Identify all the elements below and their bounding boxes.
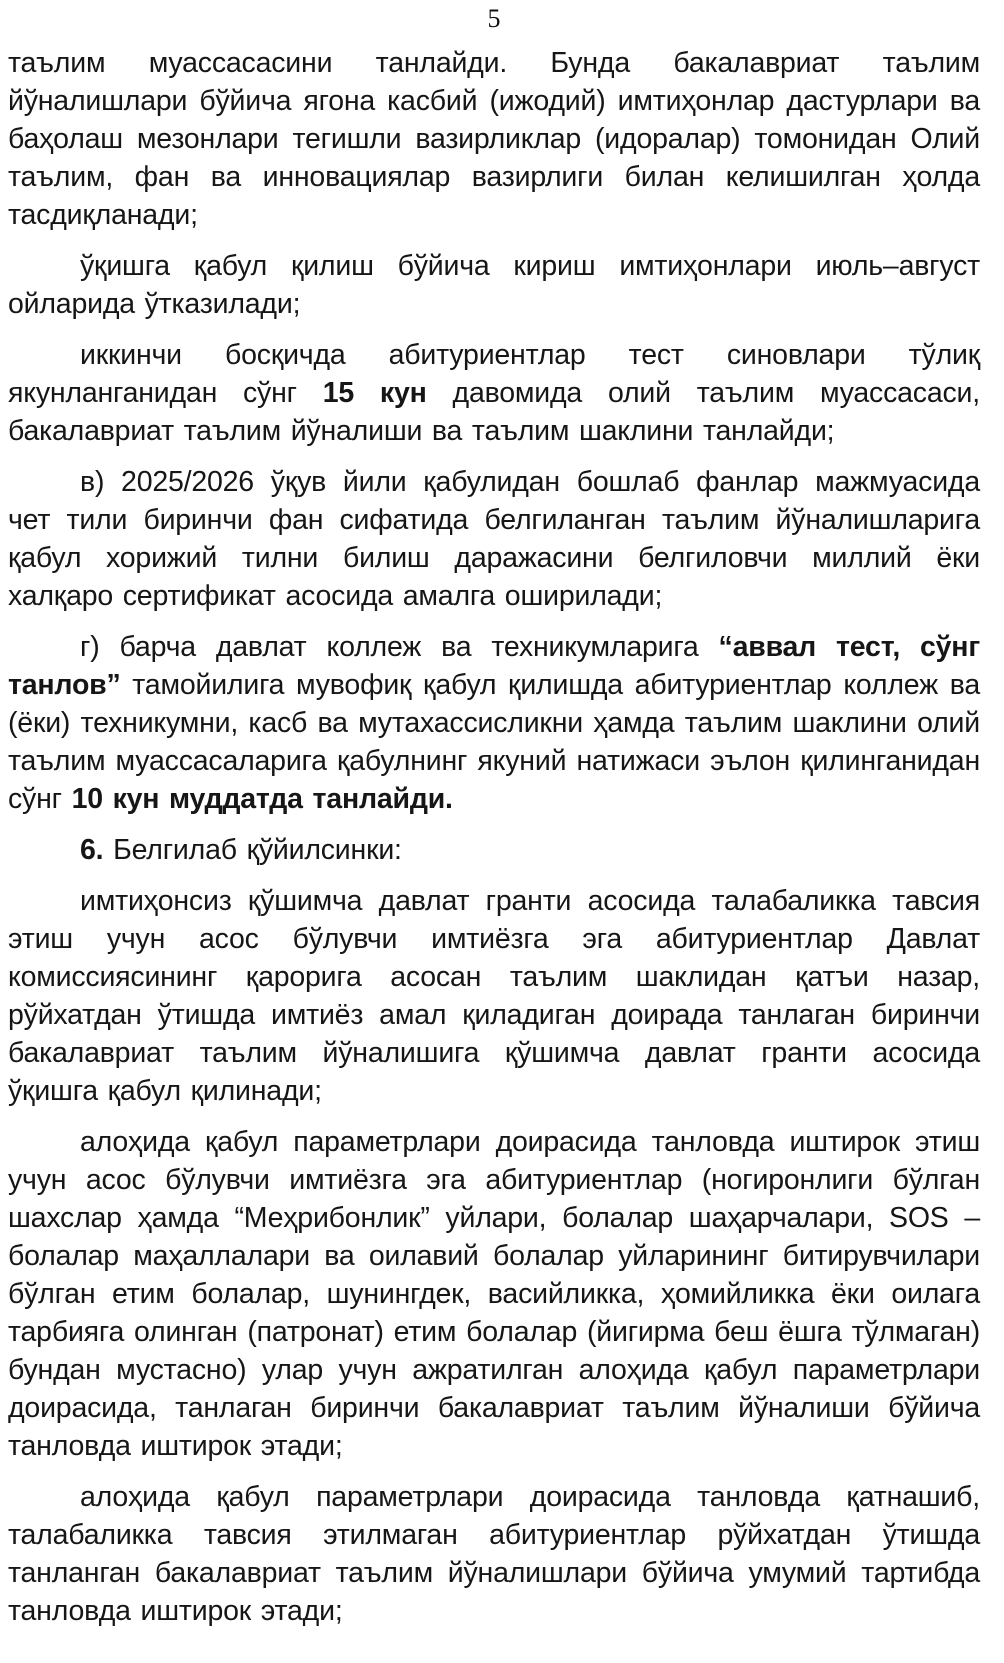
bold-text-run: “аввал тест, сўнг танлов” bbox=[8, 631, 980, 701]
paragraph-4 bbox=[8, 463, 980, 615]
bold-text-run: 10 кун муддатда танлайди. bbox=[71, 783, 453, 815]
paragraph-1 bbox=[8, 44, 980, 234]
text-run: ўқишга қабул қилиш бўйича кириш имтиҳонлари июль–август ойларида ўтказилади; bbox=[8, 250, 980, 320]
page-number: 5 bbox=[487, 4, 501, 33]
paragraph-7 bbox=[8, 882, 980, 1110]
text-run: тамойилига мувофиқ қабул қилишда абитуриентлар коллеж ва (ёки) техникумни, касб ва мутахассисликни ҳамда таълим шаклини олий таълим муассасаларига қабулнинг якуний натижаси эълон қилинганидан сўнг bbox=[8, 669, 980, 815]
paragraph-6 bbox=[8, 831, 980, 869]
text-run: алоҳида қабул параметрлари доирасида танловда иштирок этиш учун асос бўлувчи имтиёзга эга абитуриентлар (ногиронлиги бўлган шахслар ҳамда “Меҳрибонлик” уйлари, болалар шаҳарчалари, SOS – болалар маҳаллалари ва оилавий болалар уйларининг битирувчилари бўлган етим болалар, шунингдек, васийликка, ҳомийликка ёки оилага тарбияга олинган (патронат) етим болалар (йигирма беш ёшга тўлмаган) бундан мустасно) улар учун ажратилган алоҳида қабул параметрлари доирасида, танлаган биринчи бакалавриат таълим йўналиши бўйича танловда иштирок этади; bbox=[8, 1126, 980, 1462]
text-run: в) 2025/2026 ўқув йили қабулидан бошлаб фанлар мажмуасида чет тили биринчи фан сифатида белгиланган таълим йўналишларига қабул хорижий тилни билиш даражасини белгиловчи миллий ёки халқаро сертификат асосида амалга оширилади; bbox=[8, 466, 980, 612]
paragraph-2 bbox=[8, 247, 980, 323]
text-run: алоҳида қабул параметрлари доирасида танловда қатнашиб, талабаликка тавсия этилмаган абитуриентлар рўйхатдан ўтишда танланган бакалавриат таълим йўналишлари бўйича умумий тартибда танловда иштирок этади; bbox=[8, 1481, 980, 1627]
paragraph-8 bbox=[8, 1123, 980, 1465]
text-run: имтиҳонсиз қўшимча давлат гранти асосида талабаликка тавсия этиш учун асос бўлувчи имтиёзга эга абитуриентлар Давлат комиссиясининг қарорига асосан таълим шаклидан қатъи назар, рўйхатдан ўтишда имтиёз амал қиладиган доирада танлаган биринчи бакалавриат таълим йўналишига қўшимча давлат гранти асосида ўқишга қабул қилинади; bbox=[8, 885, 980, 1107]
text-run: давомида олий таълим муассасаси, бакалавриат таълим йўналиши ва таълим шаклини танлайди; bbox=[8, 377, 981, 447]
paragraph-3 bbox=[8, 336, 980, 450]
paragraph-5 bbox=[8, 628, 980, 818]
text-run: таълим муассасасини танлайди. Бунда бакалавриат таълим йўналишлари бўйича ягона касбий (ижодий) имтиҳонлар дастурлари ва баҳолаш мезонлари тегишли вазирликлар (идоралар) томонидан Олий таълим, фан ва инновациялар вазирлиги билан келишилган ҳолда тасдиқланади; bbox=[8, 47, 980, 231]
bold-text-run: 6. bbox=[80, 834, 104, 866]
text-run: Белгилаб қўйилсинки: bbox=[103, 834, 402, 866]
text-run: г) барча давлат коллеж ва техникумларига bbox=[80, 631, 719, 663]
bold-text-run: 15 кун bbox=[322, 377, 427, 409]
document-body bbox=[8, 44, 980, 1630]
text-run: иккинчи босқичда абитуриентлар тест синовлари тўлиқ якунланганидан сўнг bbox=[8, 339, 980, 409]
paragraph-9 bbox=[8, 1478, 980, 1630]
